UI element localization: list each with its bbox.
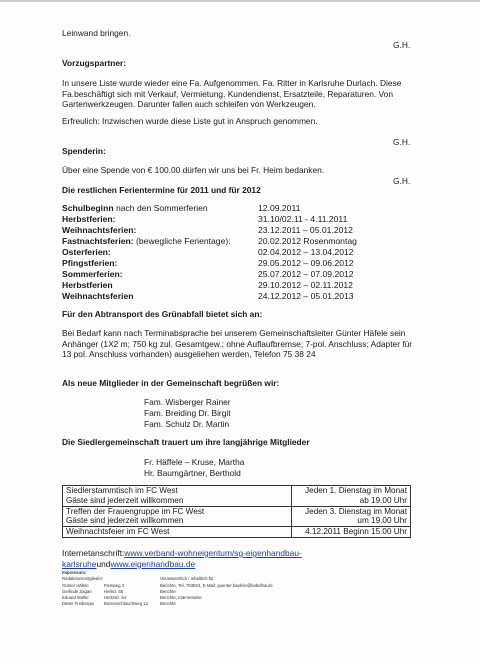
trauer-heading: Die Siedlergemeinschaft trauert um ihre langjährige Mitglieder	[62, 437, 310, 447]
ferien-row-label: Schulbeginn	[62, 203, 114, 213]
termin-time: um 19.00 Uhr	[357, 516, 407, 526]
ferien-row-date: 12.09.2011	[258, 203, 301, 213]
impressum-name: Gerlinde Zagan	[62, 589, 92, 594]
ferien-row	[62, 236, 422, 247]
internet-joiner: und	[96, 559, 111, 569]
termin-title: Treffen der Frauengruppe im FC West	[66, 506, 205, 516]
eigenhandbau-link[interactable]: www.eigenhandbau.de	[110, 559, 196, 569]
termin-time: ab 19.00 Uhr	[359, 495, 407, 505]
spenderin-heading: Spenderin:	[62, 146, 106, 156]
termin-right-cell	[292, 527, 411, 538]
impressum-name: Eduard Müller	[62, 595, 89, 600]
ferien-row	[62, 247, 422, 258]
termin-right-cell	[292, 506, 411, 527]
ferien-row-label: Herbstferien	[62, 280, 113, 290]
ferien-heading: Die restlichen Ferientermine für 2011 und für 2012	[62, 185, 261, 195]
termin-note: Gäste sind jederzeit willkommen	[66, 516, 184, 526]
impressum-role: Berichte	[160, 601, 176, 606]
vorzugspartner-followup: Erfreulich: Inzwischen wurde diese Liste gut in Anspruch genommen.	[62, 116, 318, 126]
ferien-row-label: Herbstferien:	[62, 214, 116, 224]
impressum-role: Berichte	[160, 589, 176, 594]
ferien-row-label: Weihnachtsferien	[62, 291, 134, 301]
internet-line-1	[62, 548, 302, 559]
termin-when: 4.12.2011 Beginn 15.00 Uhr	[305, 527, 407, 537]
ferien-row-date: 24.12.2012 – 05.01.2013	[258, 291, 354, 301]
impressum-right-header: Verantwortlich / Inhaltlich für:	[160, 576, 215, 581]
neue-mitglieder-name: Fam. Wisberger Rainer	[144, 397, 231, 407]
table-row	[63, 527, 411, 538]
impressum-address: Heilstr. 65	[104, 589, 124, 594]
termin-left-cell	[63, 506, 292, 527]
impressum-role: Berichte, Tel. 753824, E-Mail: guenter.haefele@kabelbw.de	[160, 583, 273, 588]
ferien-row	[62, 225, 422, 236]
impressum-title: Impressum:	[62, 570, 87, 575]
ferien-row-date: 20.02.2012 Rosenmontag	[258, 236, 357, 246]
vorzugspartner-paragraph: In unsere Liste wurde wieder eine Fa. Aufgenommen. Fa. Ritter in Karlsruhe Durlach. Diese Fa.beschäftigt sich mit Verkauf, Vermietung, Kundendienst, Ersatzteile, Reparaturen. Von Gartenwerkzeugen. Darunter fallen auch schleifen von Werkzeugen.	[62, 78, 402, 110]
ferien-row	[62, 214, 422, 225]
impressum-name: Dieter Freiberger	[62, 601, 95, 606]
termin-left-cell	[63, 486, 292, 507]
ferien-row-date: 29.10.2012 – 02.11.2012	[258, 280, 353, 290]
ferien-row-label: Sommerferien:	[62, 269, 123, 279]
intro-text: Leinwand bringen.	[62, 28, 131, 38]
termin-when: Jeden 3. Dienstag im Monat	[305, 506, 407, 516]
impressum-left-header: Redaktionsmitglieder:	[62, 576, 104, 581]
verband-link[interactable]: www.verband-wohneigentum/sg-eigenhandbau-	[124, 548, 302, 558]
ferien-row-suffix: nach den Sommerferien	[113, 203, 208, 213]
impressum-address: Postweg 3	[104, 583, 125, 588]
termin-title: Siedlerstammtisch im FC West	[66, 486, 178, 495]
impressum-address: Hertzstr. 54	[104, 595, 126, 600]
ferien-row	[62, 269, 422, 280]
ferien-row	[62, 258, 422, 269]
ferien-row	[62, 280, 422, 291]
ferien-row	[62, 203, 422, 214]
abtransport-paragraph: Bei Bedarf kann nach Terminabsprache bei unserem Gemeinschaftsleiter Günter Häfele sein Anhänger (1X2 m; 750 kg zul. Gesamtgew.; ohne Auflaufbremse; 7-pol. Anschluss; Adapter für 13 pol. Anschluss vorhanden) ausgeliehen werden, Telefon 75 38 24	[62, 328, 413, 360]
vorzugspartner-initials: G.H.	[393, 137, 411, 147]
ferien-row-label: Pfingstferien:	[62, 258, 118, 268]
neue-mitglieder-name: Fam. Schulz Dr. Martin	[144, 419, 230, 429]
ferien-row-date: 29.05.2012 – 09.06.2012	[258, 258, 354, 268]
abtransport-heading: Für den Abtransport des Grünabfall bietet sich an:	[62, 309, 263, 319]
internet-prefix: Internetanschrift:	[62, 548, 125, 558]
impressum-address: Binsenschlauchweg 12	[104, 601, 148, 606]
termin-right-cell	[292, 486, 411, 507]
termin-title: Weihnachtsfeier im FC West	[66, 527, 170, 537]
neue-mitglieder-name: Fam. Breiding Dr. Birgit	[144, 408, 231, 418]
neue-mitglieder-heading: Als neue Mitglieder in der Gemeinschaft begrüßen wir:	[62, 378, 280, 388]
termine-table	[62, 485, 411, 538]
termin-when: Jeden 1. Dienstag im Monat	[305, 486, 407, 495]
ferien-row	[62, 291, 422, 302]
ferien-row-date: 02.04.2012 – 13.04.2012	[258, 247, 354, 257]
impressum-role: Berichte, Internetseite	[160, 595, 202, 600]
ferien-row-suffix: (bewegliche Ferientage):	[133, 236, 231, 246]
ferien-row-label: Weihnachtsferien:	[62, 225, 137, 235]
internet-line-2	[62, 559, 195, 570]
trauer-name: Fr. Häffele – Kruse, Martha	[144, 457, 245, 467]
termin-note: Gäste sind jederzeit willkommen	[66, 495, 184, 505]
ferien-row-date: 23.12.2011 – 05.01.2012	[258, 225, 353, 235]
spenderin-initials: G.H.	[393, 176, 411, 186]
vorzugspartner-heading: Vorzugspartner:	[62, 58, 127, 68]
ferien-row-date: 25.07.2012 – 07.09.2012	[258, 269, 354, 279]
scan-edge-top	[0, 0, 480, 2]
table-row	[63, 486, 411, 507]
spenderin-text: Über eine Spende von € 100.00 dürfen wir uns bei Fr. Heim bedanken.	[62, 165, 325, 175]
verband-link-continued[interactable]: karlsruhe	[62, 559, 97, 569]
intro-initials: G.H.	[393, 40, 411, 50]
impressum-name: Günter Häfele	[62, 583, 89, 588]
ferien-row-label: Osterferien:	[62, 247, 111, 257]
termin-left-cell	[63, 527, 292, 538]
ferien-row-date: 31.10/02.11 - 4.11.2011	[258, 214, 348, 224]
ferien-row-label: Fastnachtsferien:	[62, 236, 134, 246]
trauer-name: Hr. Baumgärtner, Berthold	[144, 468, 241, 478]
table-row	[63, 506, 411, 527]
